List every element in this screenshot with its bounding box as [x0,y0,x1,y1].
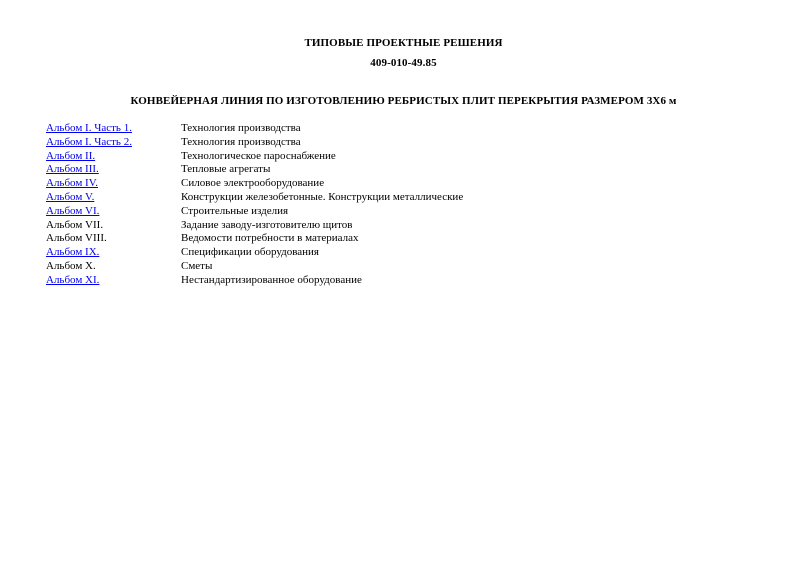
album-row [46,163,463,177]
album-label: Альбом VIII. [46,232,107,245]
album-row [46,205,463,219]
document-code: 409-010-49.85 [370,57,437,69]
album-description: Спецификации оборудования [181,246,319,259]
album-description: Тепловые агрегаты [181,163,271,176]
album-link[interactable]: Альбом I. Часть 1. [46,122,132,134]
album-row [46,260,463,274]
album-row [46,246,463,260]
album-link[interactable]: Альбом V. [46,190,95,203]
album-list [46,122,463,288]
album-link[interactable]: Альбом VI. [46,204,100,217]
document-title: ТИПОВЫЕ ПРОЕКТНЫЕ РЕШЕНИЯ [304,37,503,49]
document-subject: КОНВЕЙЕРНАЯ ЛИНИЯ ПО ИЗГОТОВЛЕНИЮ РЕБРИСТЫХ ПЛИТ ПЕРЕКРЫТИЯ РАЗМЕРОМ 3Х6 м [130,95,677,107]
album-description: Конструкции железобетонные. Конструкции металлические [181,190,464,203]
album-row [46,177,463,191]
album-description: Силовое электрооборудование [181,177,325,190]
album-link[interactable]: Альбом II. [46,149,96,162]
album-link[interactable]: Альбом XI. [46,273,100,286]
album-row [46,232,463,246]
album-label: Альбом X. [46,259,96,272]
album-link[interactable]: Альбом IV. [46,177,98,190]
album-description: Технология производства [181,122,301,134]
album-description: Нестандартизированное оборудование [181,273,362,286]
album-description: Ведомости потребности в материалах [181,232,359,245]
album-description: Задание заводу-изготовителю щитов [181,218,353,231]
album-row [46,219,463,233]
album-label: Альбом VII. [46,218,104,231]
album-row [46,191,463,205]
album-row [46,122,463,136]
album-description: Сметы [181,259,213,272]
album-row [46,136,463,150]
album-link[interactable]: Альбом IX. [46,246,100,259]
album-row [46,274,463,288]
album-description: Строительные изделия [181,204,289,217]
album-row [46,150,463,164]
album-description: Технологическое пароснабжение [181,149,336,162]
album-link[interactable]: Альбом I. Часть 2. [46,135,132,148]
album-description: Технология производства [181,135,301,148]
album-link[interactable]: Альбом III. [46,163,99,176]
